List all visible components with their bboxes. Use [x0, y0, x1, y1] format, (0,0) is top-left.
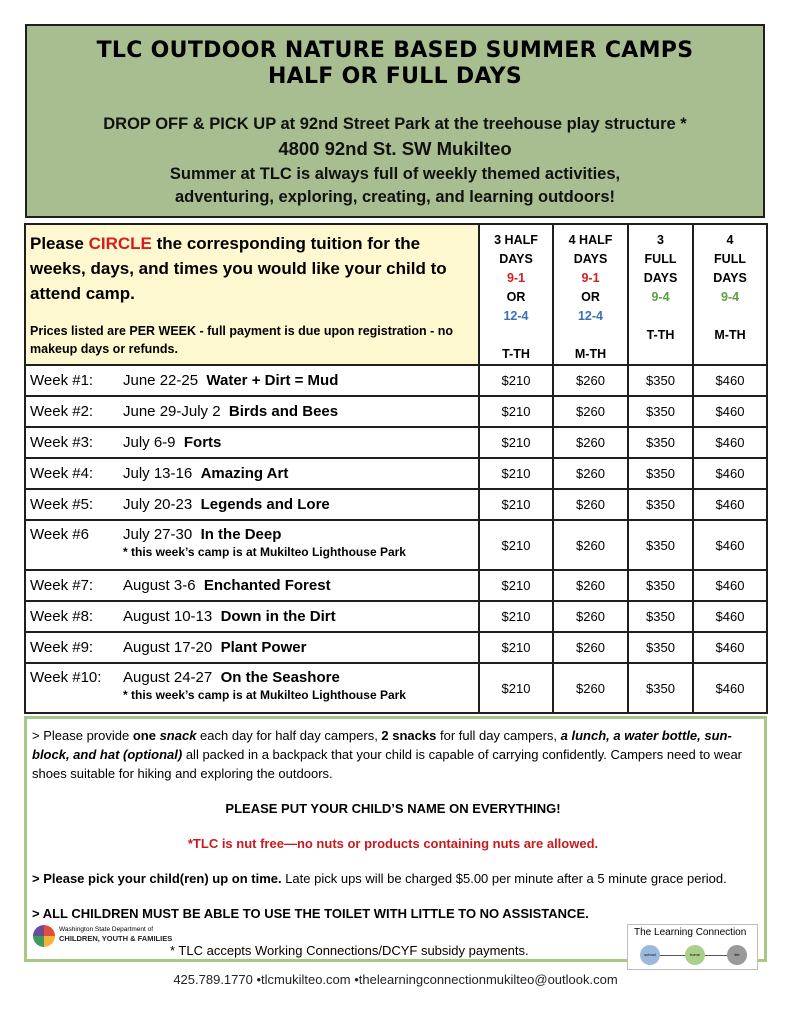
col-3-full-days: 3 FULL DAYS 9-4 T-TH: [628, 224, 693, 365]
table-header-row: [25, 224, 767, 365]
price-cell[interactable]: $350: [628, 663, 693, 713]
toilet-notice: > ALL CHILDREN MUST BE ABLE TO USE THE TOILET WITH LITTLE TO NO ASSISTANCE.: [32, 906, 589, 921]
price-cell[interactable]: $460: [693, 365, 767, 396]
names-notice: PLEASE PUT YOUR CHILD’S NAME ON EVERYTHING!: [225, 801, 561, 816]
week-8-cell: Week #8: August 10-13 Down in the Dirt: [25, 601, 479, 632]
title-line-2: HALF OR FULL DAYS: [267, 64, 523, 89]
week-9-cell: Week #9: August 17-20 Plant Power: [25, 632, 479, 663]
nut-free-notice: *TLC is nut free—no nuts or products containing nuts are allowed.: [187, 836, 599, 851]
table-row: [25, 458, 767, 489]
price-cell[interactable]: $260: [553, 427, 628, 458]
price-cell[interactable]: $460: [693, 427, 767, 458]
price-cell[interactable]: $460: [693, 458, 767, 489]
table-row: [25, 632, 767, 663]
price-cell[interactable]: $210: [479, 570, 553, 601]
price-cell[interactable]: $350: [628, 570, 693, 601]
week-6-cell: Week #6 July 27-30 In the Deep * this week’s camp is at Mukilteo Lighthouse Park: [25, 520, 479, 570]
location-note: * this week’s camp is at Mukilteo Lighthouse Park: [123, 545, 406, 559]
life-dot-icon: life: [727, 945, 747, 965]
price-cell[interactable]: $210: [479, 601, 553, 632]
price-cell[interactable]: $350: [628, 427, 693, 458]
footer-contact: 425.789.1770 •tlcmukilteo.com •thelearningconnectionmukilteo@outlook.com: [173, 972, 618, 987]
price-cell[interactable]: $210: [479, 365, 553, 396]
table-row: [25, 601, 767, 632]
col-3-half-days: 3 HALF DAYS 9-1 OR 12-4 T-TH: [479, 224, 553, 365]
home-dot-icon: home: [685, 945, 705, 965]
address: 4800 92nd St. SW Mukilteo: [278, 138, 512, 159]
tlc-logo: The Learning Connection school home life: [627, 924, 758, 970]
price-cell[interactable]: $350: [628, 520, 693, 570]
price-cell[interactable]: $260: [553, 570, 628, 601]
price-cell[interactable]: $350: [628, 365, 693, 396]
table-row: [25, 520, 767, 570]
price-cell[interactable]: $350: [628, 601, 693, 632]
price-cell[interactable]: $260: [553, 365, 628, 396]
price-cell[interactable]: $460: [693, 396, 767, 427]
price-cell[interactable]: $260: [553, 396, 628, 427]
price-note: Prices listed are PER WEEK - full payment is due upon registration - no makeup days or refunds.: [30, 324, 453, 356]
price-cell[interactable]: $460: [693, 601, 767, 632]
table-row: [25, 570, 767, 601]
week-7-cell: Week #7: August 3-6 Enchanted Forest: [25, 570, 479, 601]
week-3-cell: Week #3: July 6-9 Forts: [25, 427, 479, 458]
summary-line-2: adventuring, exploring, creating, and learning outdoors!: [174, 188, 616, 206]
price-cell[interactable]: $350: [628, 632, 693, 663]
tuition-table: [24, 223, 768, 714]
table-row: [25, 396, 767, 427]
header-banner: [25, 24, 765, 218]
price-cell[interactable]: $350: [628, 489, 693, 520]
price-cell[interactable]: $260: [553, 632, 628, 663]
location-note: * this week’s camp is at Mukilteo Lighthouse Park: [123, 688, 406, 702]
packing-info: > Please provide one snack each day for half day campers, 2 snacks for full day campers, a lunch, a water bottle, sun-block, and hat (optional) all packed in a backpack that your child is capable of carrying confidently. Campers need to wear shoes suitable for hiking and exploring the outdoors.: [32, 728, 742, 781]
price-cell[interactable]: $260: [553, 489, 628, 520]
circle-keyword: CIRCLE: [88, 234, 152, 253]
dcyf-logo: Washington State Department of CHILDREN, YOUTH & FAMILIES: [33, 925, 171, 955]
week-4-cell: Week #4: July 13-16 Amazing Art: [25, 458, 479, 489]
col-4-full-days: 4 FULL DAYS 9-4 M-TH: [693, 224, 767, 365]
price-cell[interactable]: $460: [693, 663, 767, 713]
table-row: [25, 427, 767, 458]
table-row: [25, 489, 767, 520]
intro-cell: [25, 224, 479, 365]
price-cell[interactable]: $460: [693, 632, 767, 663]
price-cell[interactable]: $210: [479, 458, 553, 489]
price-cell[interactable]: $210: [479, 663, 553, 713]
week-2-cell: Week #2: June 29-July 2 Birds and Bees: [25, 396, 479, 427]
summary-line-1: Summer at TLC is always full of weekly themed activities,: [169, 165, 621, 183]
week-1-cell: Week #1: June 22-25 Water + Dirt = Mud: [25, 365, 479, 396]
price-cell[interactable]: $260: [553, 458, 628, 489]
table-row: [25, 663, 767, 713]
table-row: [25, 365, 767, 396]
price-cell[interactable]: $460: [693, 489, 767, 520]
price-cell[interactable]: $260: [553, 663, 628, 713]
price-cell[interactable]: $460: [693, 570, 767, 601]
intro-instructions: Please CIRCLE the corresponding tuition for the weeks, days, and times you would like your child to attend camp.: [30, 234, 447, 303]
dcyf-emblem-icon: [33, 925, 55, 947]
price-cell[interactable]: $210: [479, 427, 553, 458]
week-10-cell: Week #10: August 24-27 On the Seashore * this week’s camp is at Mukilteo Lighthouse Park: [25, 663, 479, 713]
price-cell[interactable]: $210: [479, 396, 553, 427]
title-line-1: TLC OUTDOOR NATURE BASED SUMMER CAMPS: [96, 38, 694, 63]
school-dot-icon: school: [640, 945, 660, 965]
dropoff-info: DROP OFF & PICK UP at 92nd Street Park at the treehouse play structure *: [103, 115, 687, 133]
week-5-cell: Week #5: July 20-23 Legends and Lore: [25, 489, 479, 520]
col-4-half-days: 4 HALF DAYS 9-1 OR 12-4 M-TH: [553, 224, 628, 365]
price-cell[interactable]: $350: [628, 396, 693, 427]
price-cell[interactable]: $260: [553, 520, 628, 570]
price-cell[interactable]: $210: [479, 489, 553, 520]
pickup-info: > Please pick your child(ren) up on time. Late pick ups will be charged $5.00 per minute after a 5 minute grace period.: [32, 871, 727, 886]
subsidy-note: * TLC accepts Working Connections/DCYF subsidy payments.: [170, 943, 529, 958]
price-cell[interactable]: $260: [553, 601, 628, 632]
price-cell[interactable]: $460: [693, 520, 767, 570]
price-cell[interactable]: $210: [479, 520, 553, 570]
price-cell[interactable]: $210: [479, 632, 553, 663]
price-cell[interactable]: $350: [628, 458, 693, 489]
